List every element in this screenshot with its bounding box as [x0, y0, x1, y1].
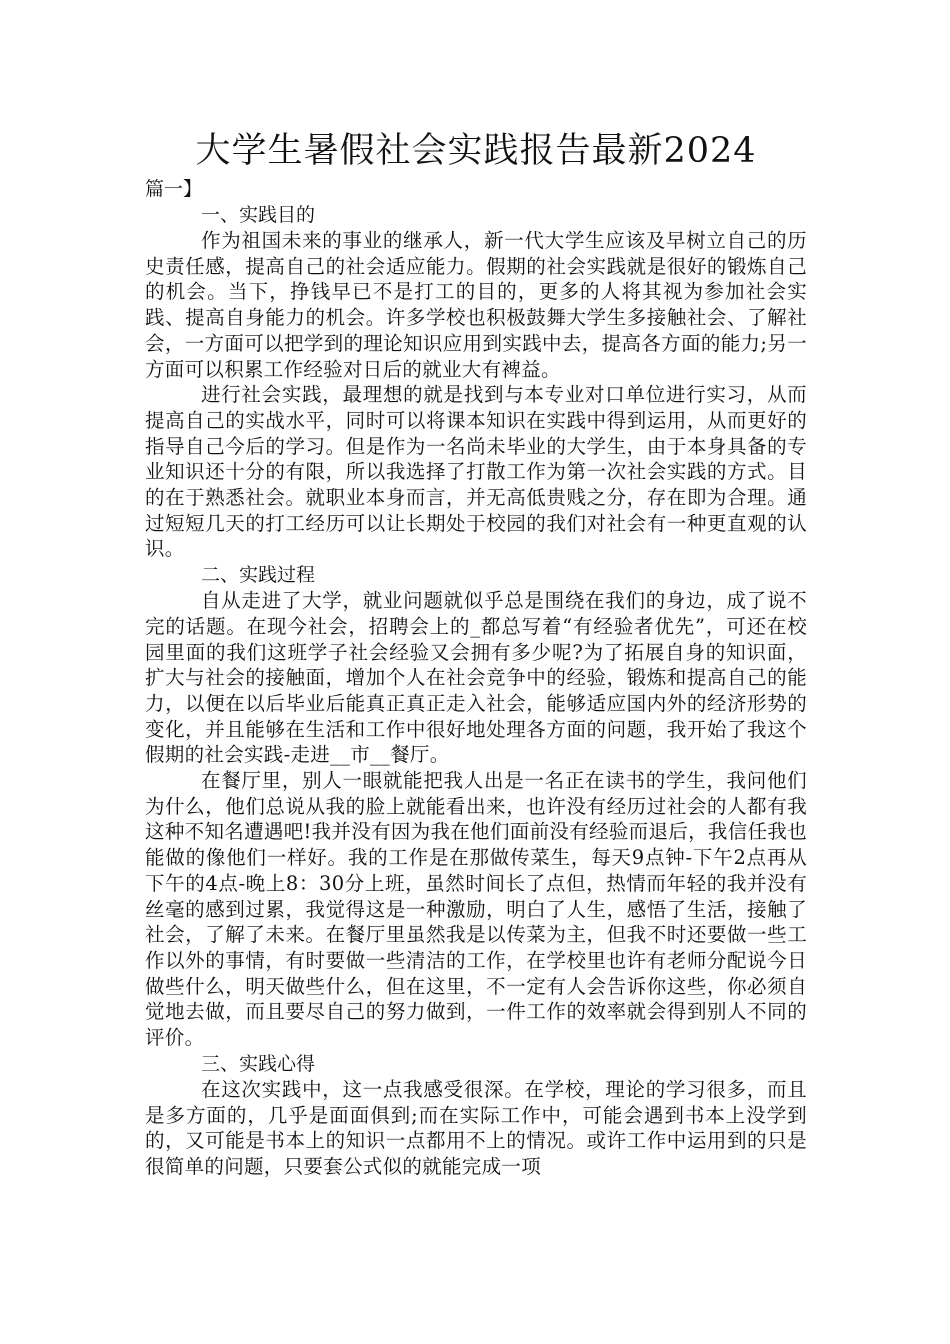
- paragraph-3: 自从走进了大学，就业问题就似乎总是围绕在我们的身边，成了说不完的话题。在现今社会，招聘会上的_都总写着“有经验者优先”，可还在校园里面的我们这班学子社会经验又会拥有多少呢?为了拓展自身的知识面，扩大与社会的接触面，增加个人在社会竞争中的经验，锻炼和提高自己的能力，以便在以后毕业后能真正真正走入社会，能够适应国内外的经济形势的变化，并且能够在生活和工作中很好地处理各方面的问题，我开始了我这个假期的社会实践-走进__市__餐厅。: [145, 589, 807, 767]
- section-label: 篇一】: [145, 178, 203, 200]
- paragraph-5: 在这次实践中，这一点我感受很深。在学校，理论的学习很多，而且是多方面的，几乎是面面俱到;而在实际工作中，可能会遇到书本上没学到的，又可能是书本上的知识一点都用不上的情况。或许工作中运用到的只是很简单的问题，只要套公式似的就能完成一项: [145, 1077, 807, 1178]
- heading-practice-process: 二、实践过程: [201, 564, 316, 587]
- document-title: 大学生暑假社会实践报告最新2024: [195, 131, 757, 171]
- paragraph-2: 进行社会实践，最理想的就是找到与本专业对口单位进行实习，从而提高自己的实战水平，同时可以将课本知识在实践中得到运用，从而更好的指导自己今后的学习。但是作为一名尚未毕业的大学生，由于本身具备的专业知识还十分的有限，所以我选择了打散工作为第一次社会实践的方式。目的在于熟悉社会。就职业本身而言，并无高低贵贱之分，存在即为合理。通过短短几天的打工经历可以让长期处于校园的我们对社会有一种更直观的认识。: [145, 383, 807, 561]
- heading-practice-purpose: 一、实践目的: [201, 204, 316, 226]
- document-page: [145, 128, 807, 1180]
- paragraph-1: 作为祖国未来的事业的继承人，新一代大学生应该及早树立自己的历史责任感，提高自己的社会适应能力。假期的社会实践就是很好的锻炼自己的机会。当下，挣钱早已不是打工的目的，更多的人将其视为参加社会实践、提高自身能力的机会。许多学校也积极鼓舞大学生多接触社会、了解社会，一方面可以把学到的理论知识应用到实践中去，提高各方面的能力;另一方面可以积累工作经验对日后的就业大有裨益。: [145, 229, 807, 381]
- paragraph-4: 在餐厅里，别人一眼就能把我人出是一名正在读书的学生，我问他们为什么，他们总说从我的脸上就能看出来，也许没有经历过社会的人都有我这种不知名遭遇吧!我并没有因为我在他们面前没有经验而退后，我信任我也能做的像他们一样好。我的工作是在那做传菜生，每天9点钟-下午2点再从下午的4点-晚上8：30分上班，虽然时间长了点但，热情而年轻的我并没有丝毫的感到过累，我觉得这是一种激励，明白了人生，感悟了生活，接触了社会，了解了未来。在餐厅里虽然我是以传菜为主，但我不时还要做一些工作以外的事情，有时要做一些清洁的工作，在学校里也许有老师分配说今日做些什么，明天做些什么，但在这里，不一定有人会告诉你这些，你必须自觉地去做，而且要尽自己的努力做到，一件工作的效率就会得到别人不同的评价。: [145, 769, 807, 1050]
- heading-practice-insights: 三、实践心得: [201, 1052, 316, 1075]
